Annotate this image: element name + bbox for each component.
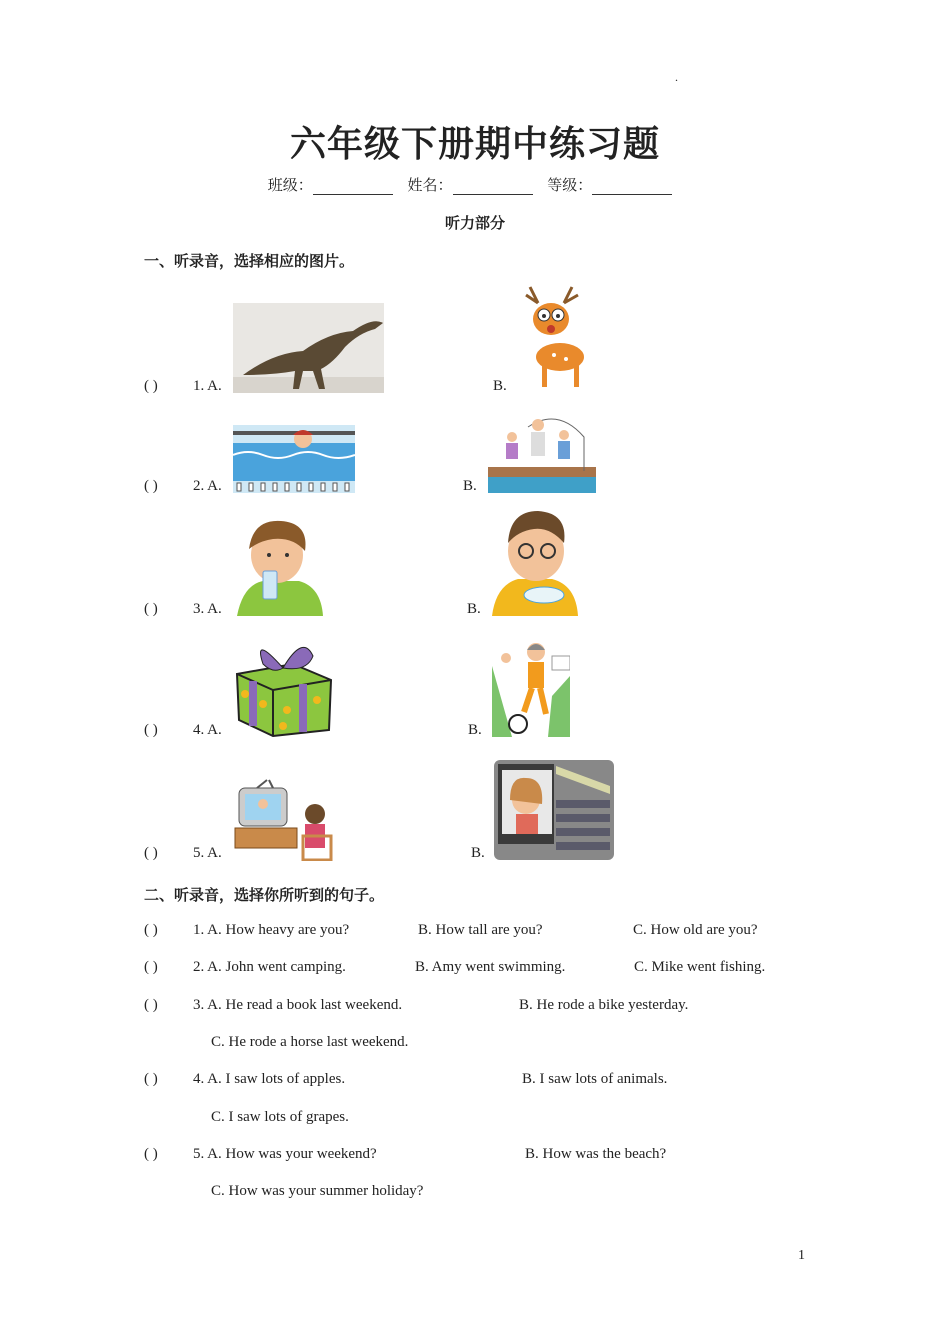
q3-option-c: C. He rode a horse last weekend.	[211, 1034, 409, 1050]
q5-option-a: 5. A. How was your weekend?	[193, 1146, 377, 1162]
answer-paren[interactable]: ( )	[144, 922, 158, 938]
header-dot: .	[675, 70, 678, 84]
q1-option-a: 1. A. How heavy are you?	[193, 922, 350, 938]
q2-option-c: C. Mike went fishing.	[634, 959, 766, 975]
dinosaur-picture	[233, 303, 384, 393]
answer-paren[interactable]: ( )	[144, 601, 158, 617]
option-a-label: 1. A.	[193, 378, 222, 394]
answer-paren[interactable]: ( )	[144, 378, 158, 394]
option-a-label: 3. A.	[193, 601, 222, 617]
answer-paren[interactable]: ( )	[144, 478, 158, 494]
option-a-label: 4. A.	[193, 722, 222, 738]
cinema-picture	[494, 760, 614, 860]
name-blank[interactable]	[453, 178, 533, 195]
q4-option-a: 4. A. I saw lots of apples.	[193, 1071, 346, 1087]
option-b-label: B.	[471, 845, 485, 861]
answer-paren[interactable]: ( )	[144, 1146, 158, 1162]
option-a-label: 2. A.	[193, 478, 222, 494]
answer-paren[interactable]: ( )	[144, 959, 158, 975]
class-blank[interactable]	[313, 178, 393, 195]
q4-option-b: B. I saw lots of animals.	[522, 1071, 668, 1087]
answer-paren[interactable]: ( )	[144, 722, 158, 738]
gift-box-picture	[233, 634, 335, 737]
student-info-fields	[0, 174, 950, 195]
answer-paren[interactable]: ( )	[144, 845, 158, 861]
option-b-label: B.	[467, 601, 481, 617]
section-label: 听力部分	[444, 214, 505, 232]
grade-label: 等级：	[547, 176, 593, 194]
option-b-label: B.	[463, 478, 477, 494]
deer-picture	[520, 285, 592, 392]
name-label: 姓名：	[407, 176, 453, 194]
page-number: 1	[798, 1248, 805, 1263]
fishing-picture	[488, 407, 596, 493]
option-b-label: B.	[468, 722, 482, 738]
answer-paren[interactable]: ( )	[144, 1071, 158, 1087]
part2-heading: 二、听录音，选择你所听到的句子。	[144, 886, 385, 904]
part1-heading: 一、听录音，选择相应的图片。	[144, 252, 355, 270]
q3-option-b: B. He rode a bike yesterday.	[519, 997, 689, 1013]
class-label: 班级：	[267, 176, 313, 194]
q5-option-b: B. How was the beach?	[525, 1146, 667, 1162]
q4-option-c: C. I saw lots of grapes.	[211, 1109, 349, 1125]
football-picture	[492, 636, 570, 737]
q1-option-b: B. How tall are you?	[418, 922, 543, 938]
page-title: 六年级下册期中练习题	[289, 124, 660, 165]
q2-option-b: B. Amy went swimming.	[415, 959, 566, 975]
swimming-picture	[233, 425, 355, 493]
grade-blank[interactable]	[592, 178, 672, 195]
eating-picture	[490, 507, 580, 616]
watching-tv-picture	[233, 778, 339, 861]
q5-option-c: C. How was your summer holiday?	[211, 1183, 424, 1199]
q1-option-c: C. How old are you?	[633, 922, 758, 938]
drinking-picture	[233, 515, 325, 616]
answer-paren[interactable]: ( )	[144, 997, 158, 1013]
q3-option-a: 3. A. He read a book last weekend.	[193, 997, 403, 1013]
option-b-label: B.	[493, 378, 507, 394]
option-a-label: 5. A.	[193, 845, 222, 861]
q2-option-a: 2. A. John went camping.	[193, 959, 346, 975]
